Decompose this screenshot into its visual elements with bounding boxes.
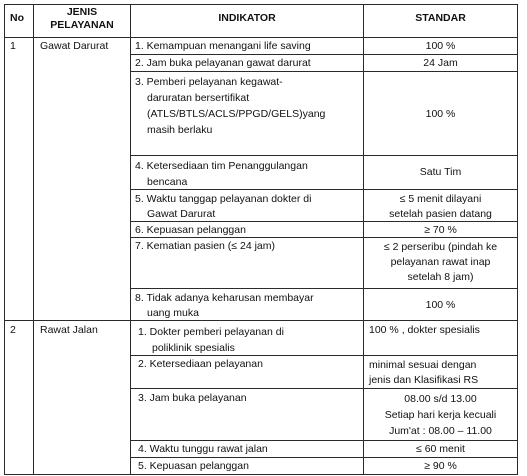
indikator-line: daruratan bersertifikat — [147, 92, 250, 104]
standar-line: ≤ 60 menit — [416, 443, 465, 455]
row-divider — [130, 457, 517, 458]
standar-line: 08.00 s/d 13.00 — [404, 393, 477, 405]
standar-cell — [364, 57, 517, 70]
standar-line: 100 % — [425, 108, 456, 120]
indikator-cell — [138, 358, 263, 371]
indikator-cell — [138, 443, 268, 456]
standar-line: Jum'at : 08.00 – 11.00 — [389, 425, 492, 437]
indikator-line: 1. Dokter pemberi pelayanan di — [138, 326, 284, 338]
standar-line: setelah 8 jam) — [407, 271, 474, 283]
table-border-top — [4, 4, 517, 5]
standar-cell — [364, 40, 517, 53]
header-jenis-pelayanan — [34, 6, 130, 32]
indikator-line: (ATLS/BTLS/ACLS/PPGD/GELS)yang — [147, 108, 326, 120]
table-border-left — [4, 4, 5, 475]
column-divider — [33, 4, 34, 475]
standar-line: pelayanan rawat inap — [390, 256, 491, 268]
standar-line: ≥ 70 % — [424, 224, 457, 236]
indikator-line: 2. Ketersediaan pelayanan — [138, 358, 263, 370]
indikator-line: poliklinik spesialis — [152, 342, 235, 354]
indikator-cell — [135, 192, 311, 222]
standar-cell — [364, 391, 517, 439]
standar-line: 100 % — [425, 299, 456, 311]
header-jenis-line-1: JENIS — [66, 6, 98, 18]
standar-line: setelah pasien datang — [389, 208, 492, 220]
indikator-cell — [135, 291, 314, 321]
indikator-line: 2. Jam buka pelayanan gawat darurat — [135, 57, 311, 69]
standar-cell — [369, 358, 478, 388]
indikator-line: Gawat Darurat — [147, 208, 216, 220]
table-border-bottom — [4, 474, 517, 475]
row-divider — [130, 440, 517, 441]
standar-cell — [364, 460, 517, 473]
indikator-line: 5. Waktu tanggap pelayanan dokter di — [135, 193, 312, 205]
standar-cell — [364, 240, 517, 285]
header-standar: STANDAR — [415, 12, 466, 24]
indikator-line: 1. Kemampuan menangani life saving — [135, 40, 311, 52]
indikator-cell — [135, 158, 308, 190]
row-divider — [130, 237, 517, 238]
standar-cell — [364, 192, 517, 222]
indikator-cell — [135, 57, 311, 70]
indikator-line: 4. Waktu tunggu rawat jalan — [138, 443, 268, 455]
indikator-line: 3. Pemberi pelayanan kegawat- — [135, 76, 283, 88]
standar-cell — [369, 324, 480, 337]
indikator-line: 8. Tidak adanya keharusan membayar — [135, 292, 314, 304]
standar-line: minimal sesuai dengan — [369, 359, 477, 371]
standar-cell — [364, 108, 517, 121]
indikator-cell — [135, 74, 325, 138]
table-border-right — [517, 4, 518, 475]
indikator-line: 7. Kematian pasien (≤ 24 jam) — [135, 240, 275, 252]
row-jenis: Rawat Jalan — [40, 324, 98, 336]
header-bottom-border — [4, 37, 517, 38]
row-number: 1 — [10, 40, 16, 52]
row-jenis: Gawat Darurat — [40, 40, 109, 52]
indikator-cell — [135, 40, 311, 53]
indikator-cell — [138, 324, 284, 356]
row-divider — [130, 155, 517, 156]
standar-line: Setiap hari kerja kecuali — [384, 409, 497, 421]
standar-line: ≥ 90 % — [424, 460, 457, 472]
header-jenis-line-2: PELAYANAN — [50, 19, 114, 31]
indikator-cell — [135, 224, 246, 237]
row-divider — [130, 54, 517, 55]
row-divider — [130, 71, 517, 72]
header-no: No — [10, 12, 24, 24]
standar-cell — [364, 166, 517, 179]
standar-cell — [364, 299, 517, 312]
standar-line: 24 Jam — [423, 57, 458, 69]
indikator-cell — [138, 392, 247, 405]
column-divider — [130, 4, 131, 475]
standar-cell — [364, 224, 517, 237]
indikator-line: 5. Kepuasan pelanggan — [138, 460, 249, 472]
standar-line: 100 % , dokter spesialis — [369, 324, 480, 336]
standar-line: ≤ 2 perseribu (pindah ke — [383, 241, 498, 253]
standar-cell — [364, 443, 517, 456]
indikator-line: 4. Ketersediaan tim Penanggulangan — [135, 160, 308, 172]
indikator-cell — [138, 460, 249, 473]
standar-line: jenis dan Klasifikasi RS — [369, 374, 479, 386]
standar-line: Satu Tim — [419, 166, 462, 178]
standar-line: 100 % — [425, 40, 456, 52]
indikator-line: uang muka — [147, 307, 199, 319]
header-indikator: INDIKATOR — [218, 12, 276, 24]
standar-line: ≤ 5 menit dilayani — [399, 193, 482, 205]
row-divider — [130, 288, 517, 289]
indikator-line: masih berlaku — [147, 124, 213, 136]
indikator-line: 3. Jam buka pelayanan — [138, 392, 247, 404]
row-number: 2 — [10, 324, 16, 336]
row-divider — [130, 388, 517, 389]
indikator-line: 6. Kepuasan pelanggan — [135, 224, 246, 236]
indikator-cell — [135, 240, 275, 253]
indikator-line: bencana — [147, 176, 188, 188]
